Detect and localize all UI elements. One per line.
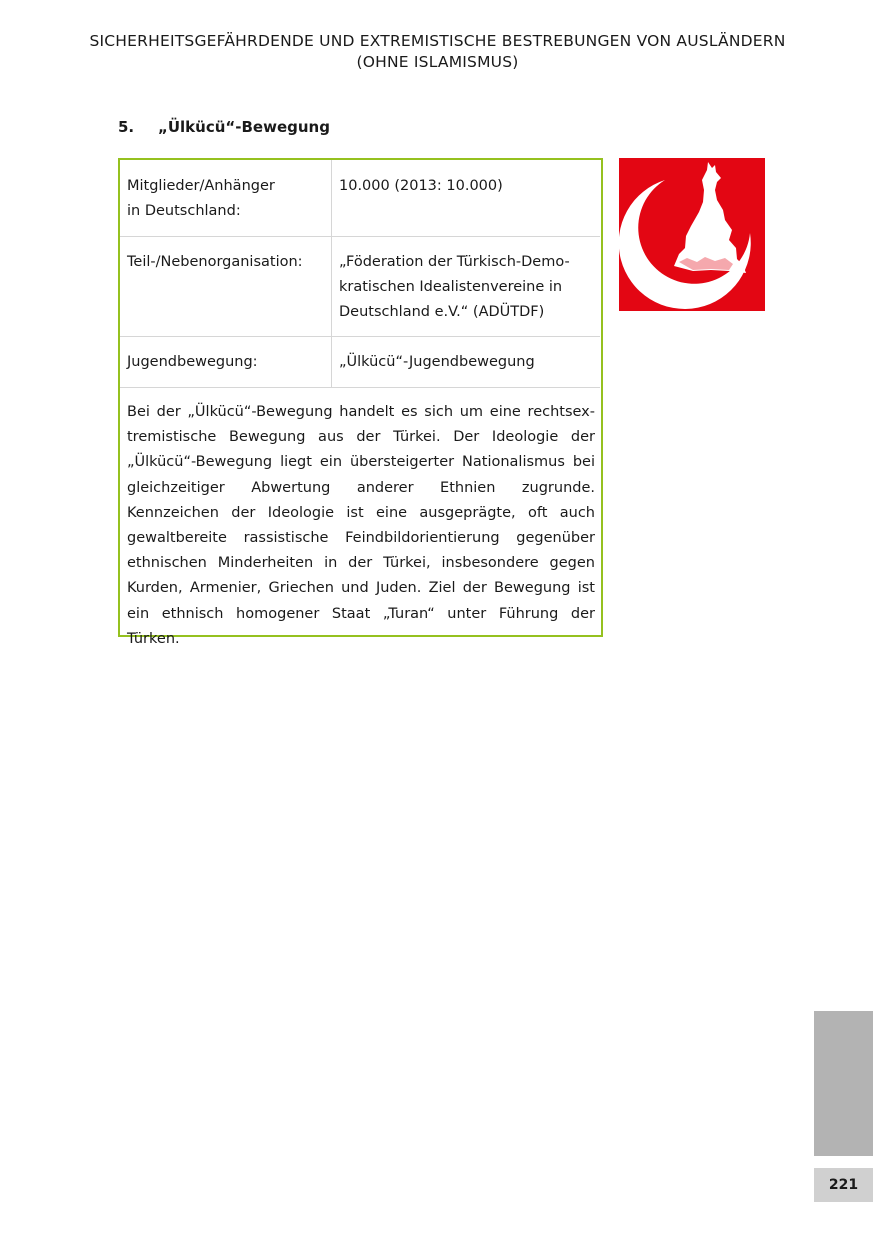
info-value-line: 10.000 (2013: 10.000) bbox=[339, 178, 503, 194]
info-label bbox=[127, 350, 258, 375]
info-label-line: Jugendbewegung: bbox=[127, 354, 258, 370]
section-title: „Ülkücü“-Bewegung bbox=[158, 118, 330, 136]
info-value bbox=[339, 174, 503, 199]
running-header-line-2: (OHNE ISLAMISMUS) bbox=[356, 53, 519, 71]
info-value-line: „Föderation der Türkisch-Demo- bbox=[339, 254, 570, 270]
info-value bbox=[339, 250, 570, 325]
crescent-wolf-emblem-icon bbox=[619, 158, 765, 311]
info-label-cell bbox=[120, 160, 332, 236]
info-label-line: Teil-/Nebenorganisation: bbox=[127, 254, 303, 270]
running-header bbox=[0, 31, 875, 73]
section-number: 5. bbox=[118, 118, 135, 136]
info-row-youth bbox=[120, 336, 600, 388]
info-label-cell bbox=[120, 236, 332, 336]
page-number: 221 bbox=[814, 1168, 873, 1202]
info-row-suborganisation bbox=[120, 236, 600, 337]
info-value-line: Deutschland e.V.“ (ADÜTDF) bbox=[339, 304, 545, 320]
chapter-side-tab bbox=[814, 1011, 873, 1156]
info-value-line: kratischen Idealistenvereine in bbox=[339, 279, 563, 295]
info-row-members bbox=[120, 160, 600, 237]
info-value-line: „Ülkücü“-Jugendbewegung bbox=[339, 354, 535, 370]
info-label-cell bbox=[120, 336, 332, 387]
section-heading bbox=[118, 118, 330, 136]
info-box bbox=[118, 158, 603, 647]
info-label-line: Mitglieder/Anhänger bbox=[127, 178, 275, 194]
info-label bbox=[127, 250, 303, 275]
info-label-line: in Deutschland: bbox=[127, 203, 241, 219]
info-label bbox=[127, 174, 275, 224]
info-description: Bei der „Ülkücü“-Bewegung handelt es sich um eine rechtsextremistische Bewegung aus der Türkei. Der Ideologie der „Ülkücü“-Bewegung liegt ein übersteigerter Nationalismus bei gleichzeitiger Abwertung anderer Ethnien zugrunde. Kennzeichen der Ideologie ist eine ausgeprägte, oft auch gewaltbereite rassistische Feindbildorientierung gegenüber ethnischen Minderheiten in der Türkei, insbesondere gegen Kurden, Armenier, Griechen und Juden. Ziel der Bewegung ist ein ethnisch homogener Staat „Turan“ unter Führung der Türken. bbox=[127, 404, 595, 647]
info-value bbox=[339, 350, 535, 375]
running-header-line-1: SICHERHEITSGEFÄHRDENDE UND EXTREMISTISCHE BESTREBUNGEN VON AUSLÄNDERN bbox=[89, 32, 786, 50]
